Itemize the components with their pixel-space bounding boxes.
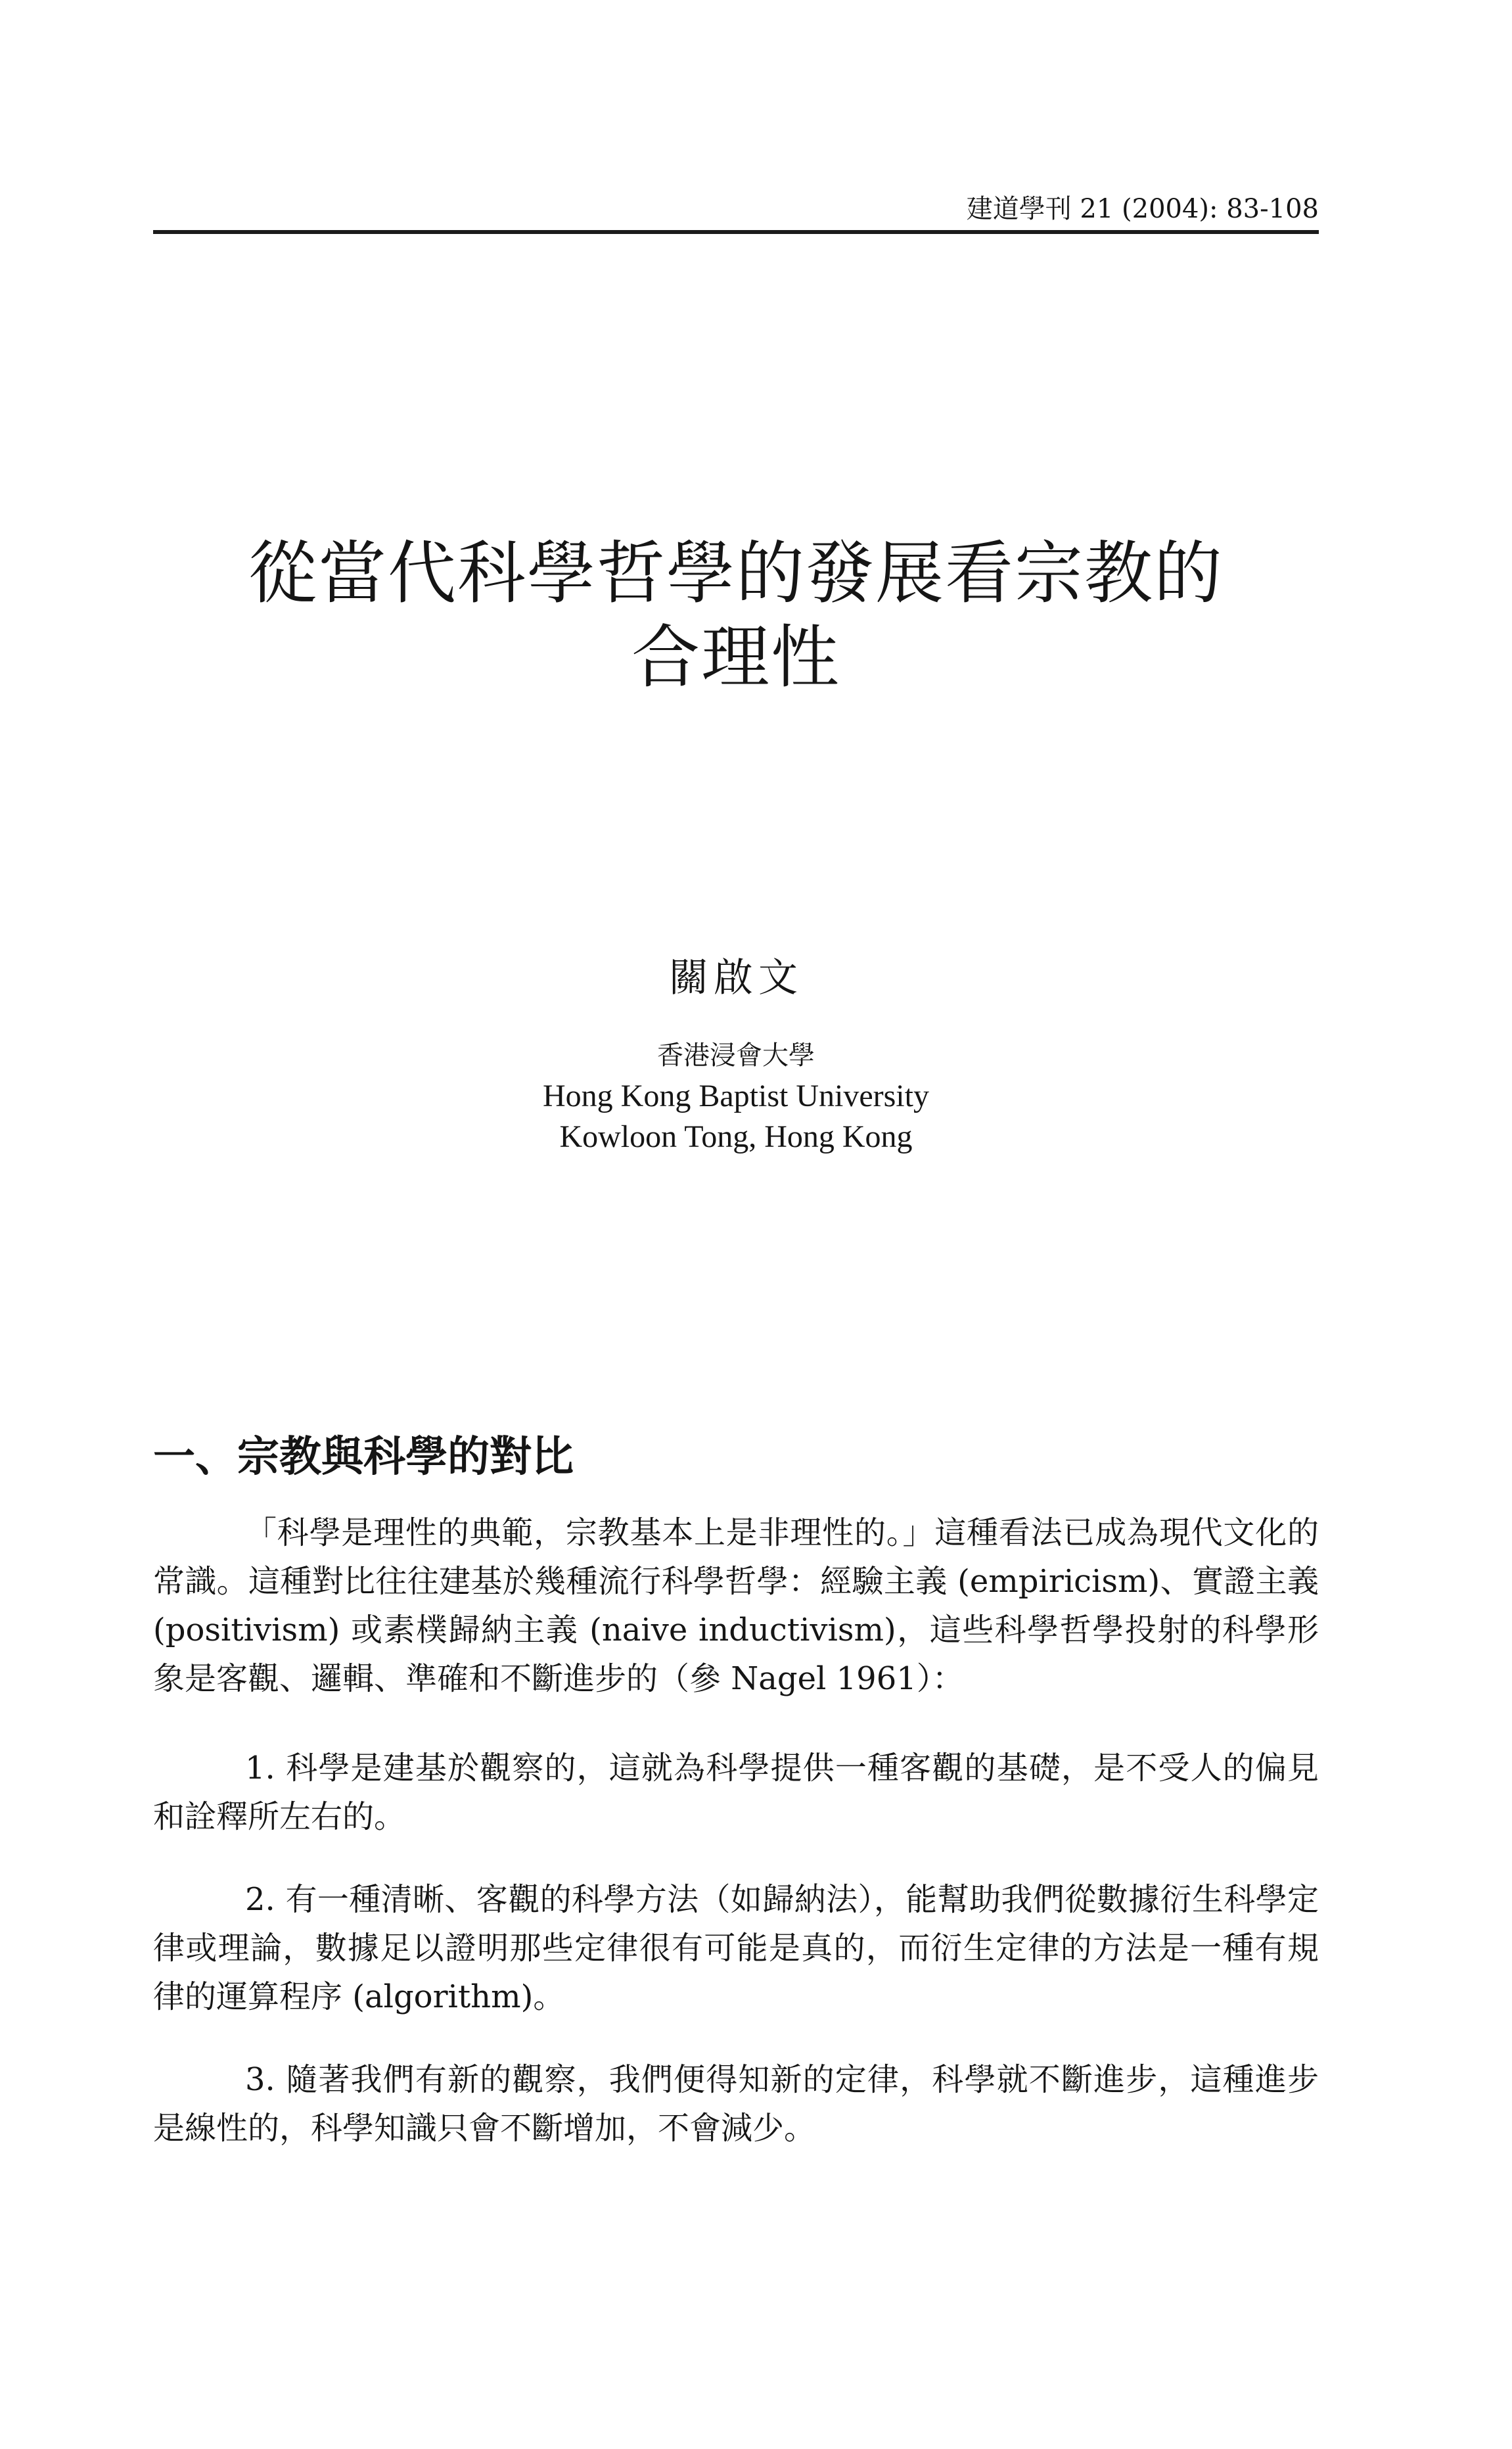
affiliation-en: Hong Kong Baptist University: [543, 1079, 929, 1113]
author-name: 關啟文: [669, 955, 803, 1001]
section-heading: 一、宗教與科學的對比: [153, 1433, 574, 1481]
affiliation-zh: 香港浸會大學: [657, 1040, 815, 1071]
article-title: [153, 531, 1319, 699]
author-affiliation: [153, 1035, 1319, 1157]
journal-citation: 建道學刊 21 (2004): 83-108: [966, 194, 1319, 224]
header-rule: [153, 230, 1319, 234]
list-item: 3. 隨著我們有新的觀察，我們便得知新的定律，科學就不斷進步，這種進步是線性的，科學知識只會不斷增加，不會減少。: [153, 2061, 1319, 2147]
title-line-1: 從當代科學哲學的發展看宗教的: [248, 533, 1224, 613]
list-item: 1. 科學是建基於觀察的，這就為科學提供一種客觀的基礎，是不受人的偏見和詮釋所左右的。: [153, 1750, 1319, 1835]
title-line-2: 合理性: [631, 617, 840, 697]
intro-paragraph: 「科學是理性的典範，宗教基本上是非理性的。」這種看法已成為現代文化的常識。這種對比往往建基於幾種流行科學哲學：經驗主義 (empiricism)、實證主義 (positivism) 或素樸歸納主義 (naive inductivism)，這些科學哲學投射的科學形象是客觀、邏輯、準確和不斷進步的（參 Nagel 1961）：: [153, 1514, 1319, 1697]
affiliation-location: Kowloon Tong, Hong Kong: [559, 1119, 913, 1154]
body-text: [153, 1508, 1319, 2187]
list-item: 2. 有一種清晰、客觀的科學方法（如歸納法），能幫助我們從數據衍生科學定律或理論，數據足以證明那些定律很有可能是真的，而衍生定律的方法是一種有規律的運算程序 (algorithm)。: [153, 1881, 1319, 2015]
